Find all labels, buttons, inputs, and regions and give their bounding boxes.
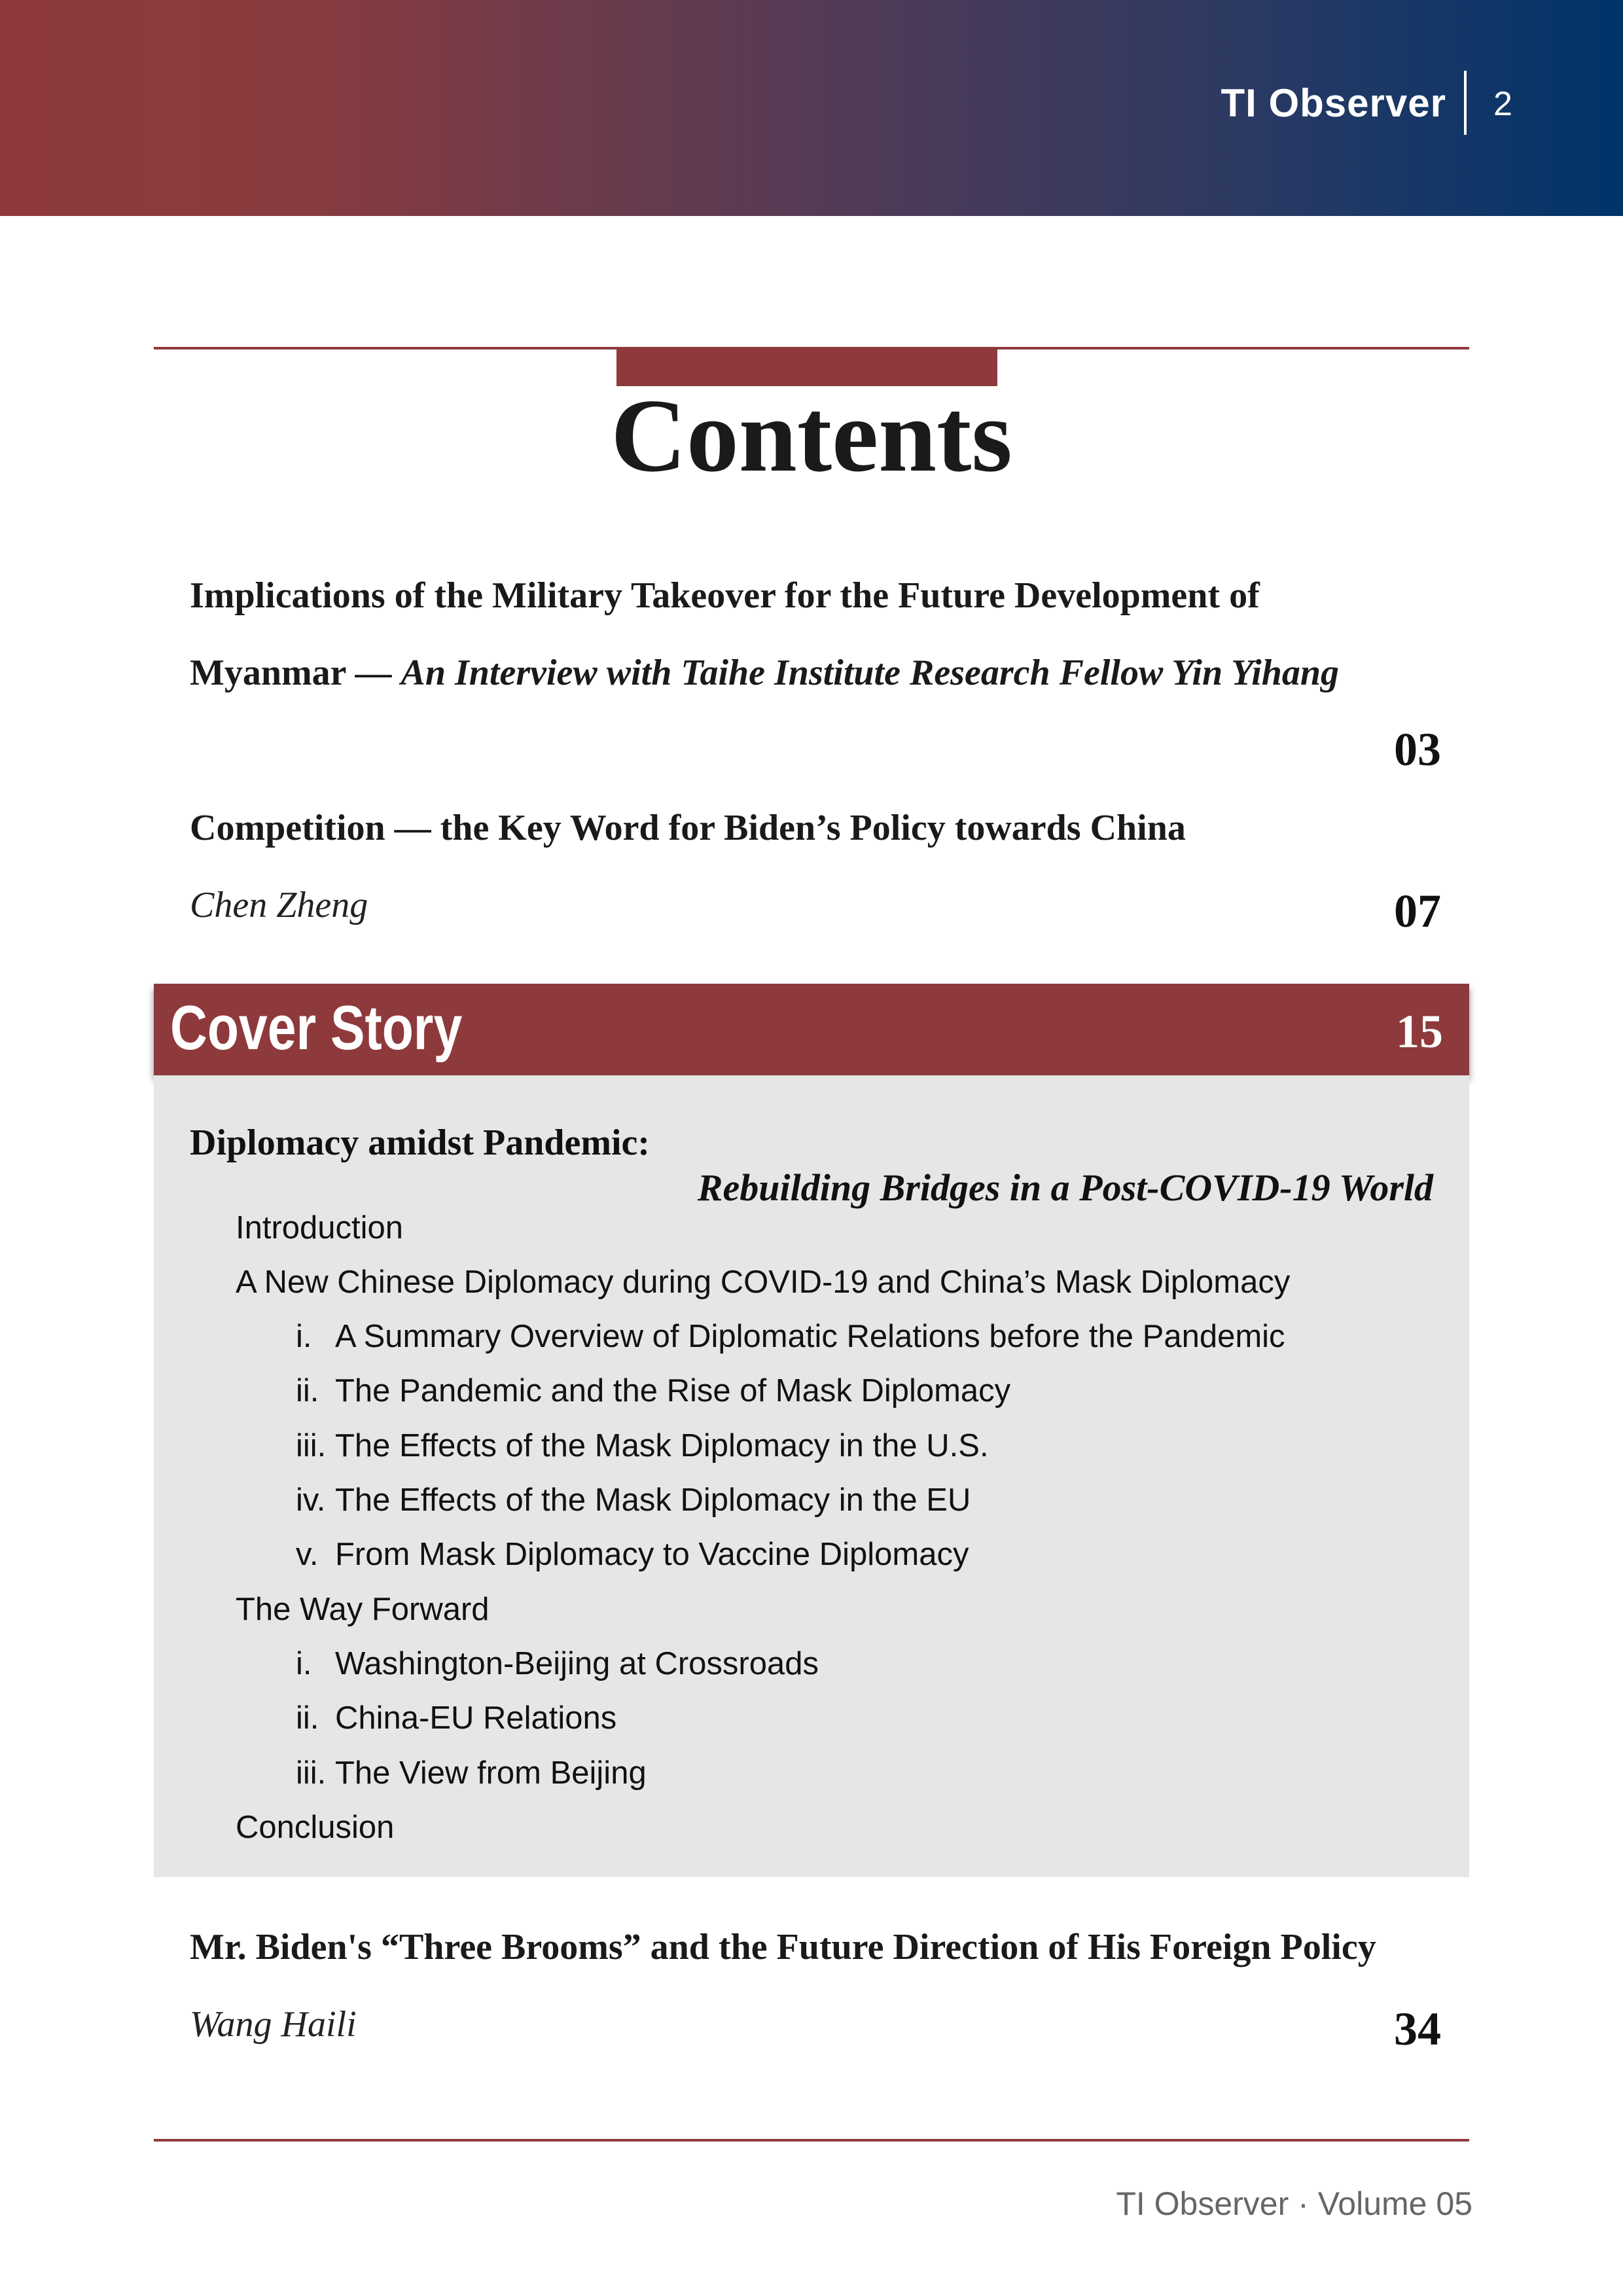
cover-story-title: Diplomacy amidst Pandemic: xyxy=(190,1122,651,1163)
cover-toc-subitem: iii. The Effects of the Mask Diplomacy in the U.S. xyxy=(296,1428,989,1463)
entry-3-author: Wang Haili xyxy=(190,2004,357,2045)
cover-story-box xyxy=(154,1075,1469,1877)
entry-2-author: Chen Zheng xyxy=(190,885,368,925)
cover-toc-subitem: iii. The View from Beijing xyxy=(296,1755,647,1791)
footer-publication: TI Observer xyxy=(1116,2185,1289,2222)
header-page-number: 2 xyxy=(1493,85,1512,123)
entry-3-page-number: 34 xyxy=(1394,2003,1441,2055)
entry-1-title-italic: An Interview with Taihe Institute Research Fellow Yin Yihang xyxy=(401,653,1340,693)
cover-toc-subitem: v. From Mask Diplomacy to Vaccine Diplomacy xyxy=(296,1537,969,1572)
bottom-rule xyxy=(154,2139,1469,2142)
entry-1-page-number: 03 xyxy=(1394,723,1441,776)
cover-story-subtitle: Rebuilding Bridges in a Post-COVID-19 World xyxy=(697,1166,1433,1209)
entry-1-title-line2 xyxy=(190,650,1339,696)
entry-1-title-line1: Implications of the Military Takeover for the Future Development of xyxy=(190,575,1260,616)
cover-story-label: Cover Story xyxy=(170,993,463,1063)
cover-toc-subitem: i. Washington-Beijing at Crossroads xyxy=(296,1646,819,1681)
page-title: Contents xyxy=(611,377,1012,493)
footer-separator: · xyxy=(1289,2185,1318,2222)
cover-toc-subitem: iv. The Effects of the Mask Diplomacy in the EU xyxy=(296,1482,971,1518)
cover-toc-item: The Way Forward xyxy=(236,1592,490,1627)
cover-story-page-number: 15 xyxy=(1396,1005,1443,1058)
footer-volume: Volume 05 xyxy=(1317,2185,1472,2222)
entry-3-title: Mr. Biden's “Three Brooms” and the Future Direction of His Foreign Policy xyxy=(190,1927,1376,1967)
cover-toc-subitem: i. A Summary Overview of Diplomatic Relations before the Pandemic xyxy=(296,1319,1285,1354)
cover-toc-subitem: ii. China-EU Relations xyxy=(296,1700,617,1736)
entry-2-title: Competition — the Key Word for Biden’s Policy towards China xyxy=(190,808,1186,848)
cover-toc-item: A New Chinese Diplomacy during COVID-19 and China’s Mask Diplomacy xyxy=(236,1265,1291,1300)
footer xyxy=(1116,2183,1472,2225)
cover-story-bar xyxy=(154,984,1469,1075)
entry-2-page-number: 07 xyxy=(1394,885,1441,937)
entry-1-title-plain: Myanmar — xyxy=(190,653,401,693)
cover-toc-item: Introduction xyxy=(236,1210,404,1246)
cover-toc-item: Conclusion xyxy=(236,1810,395,1845)
cover-toc-subitem: ii. The Pandemic and the Rise of Mask Diplomacy xyxy=(296,1373,1011,1408)
header-publication-title: TI Observer xyxy=(1221,81,1446,125)
header-divider xyxy=(1464,71,1467,135)
